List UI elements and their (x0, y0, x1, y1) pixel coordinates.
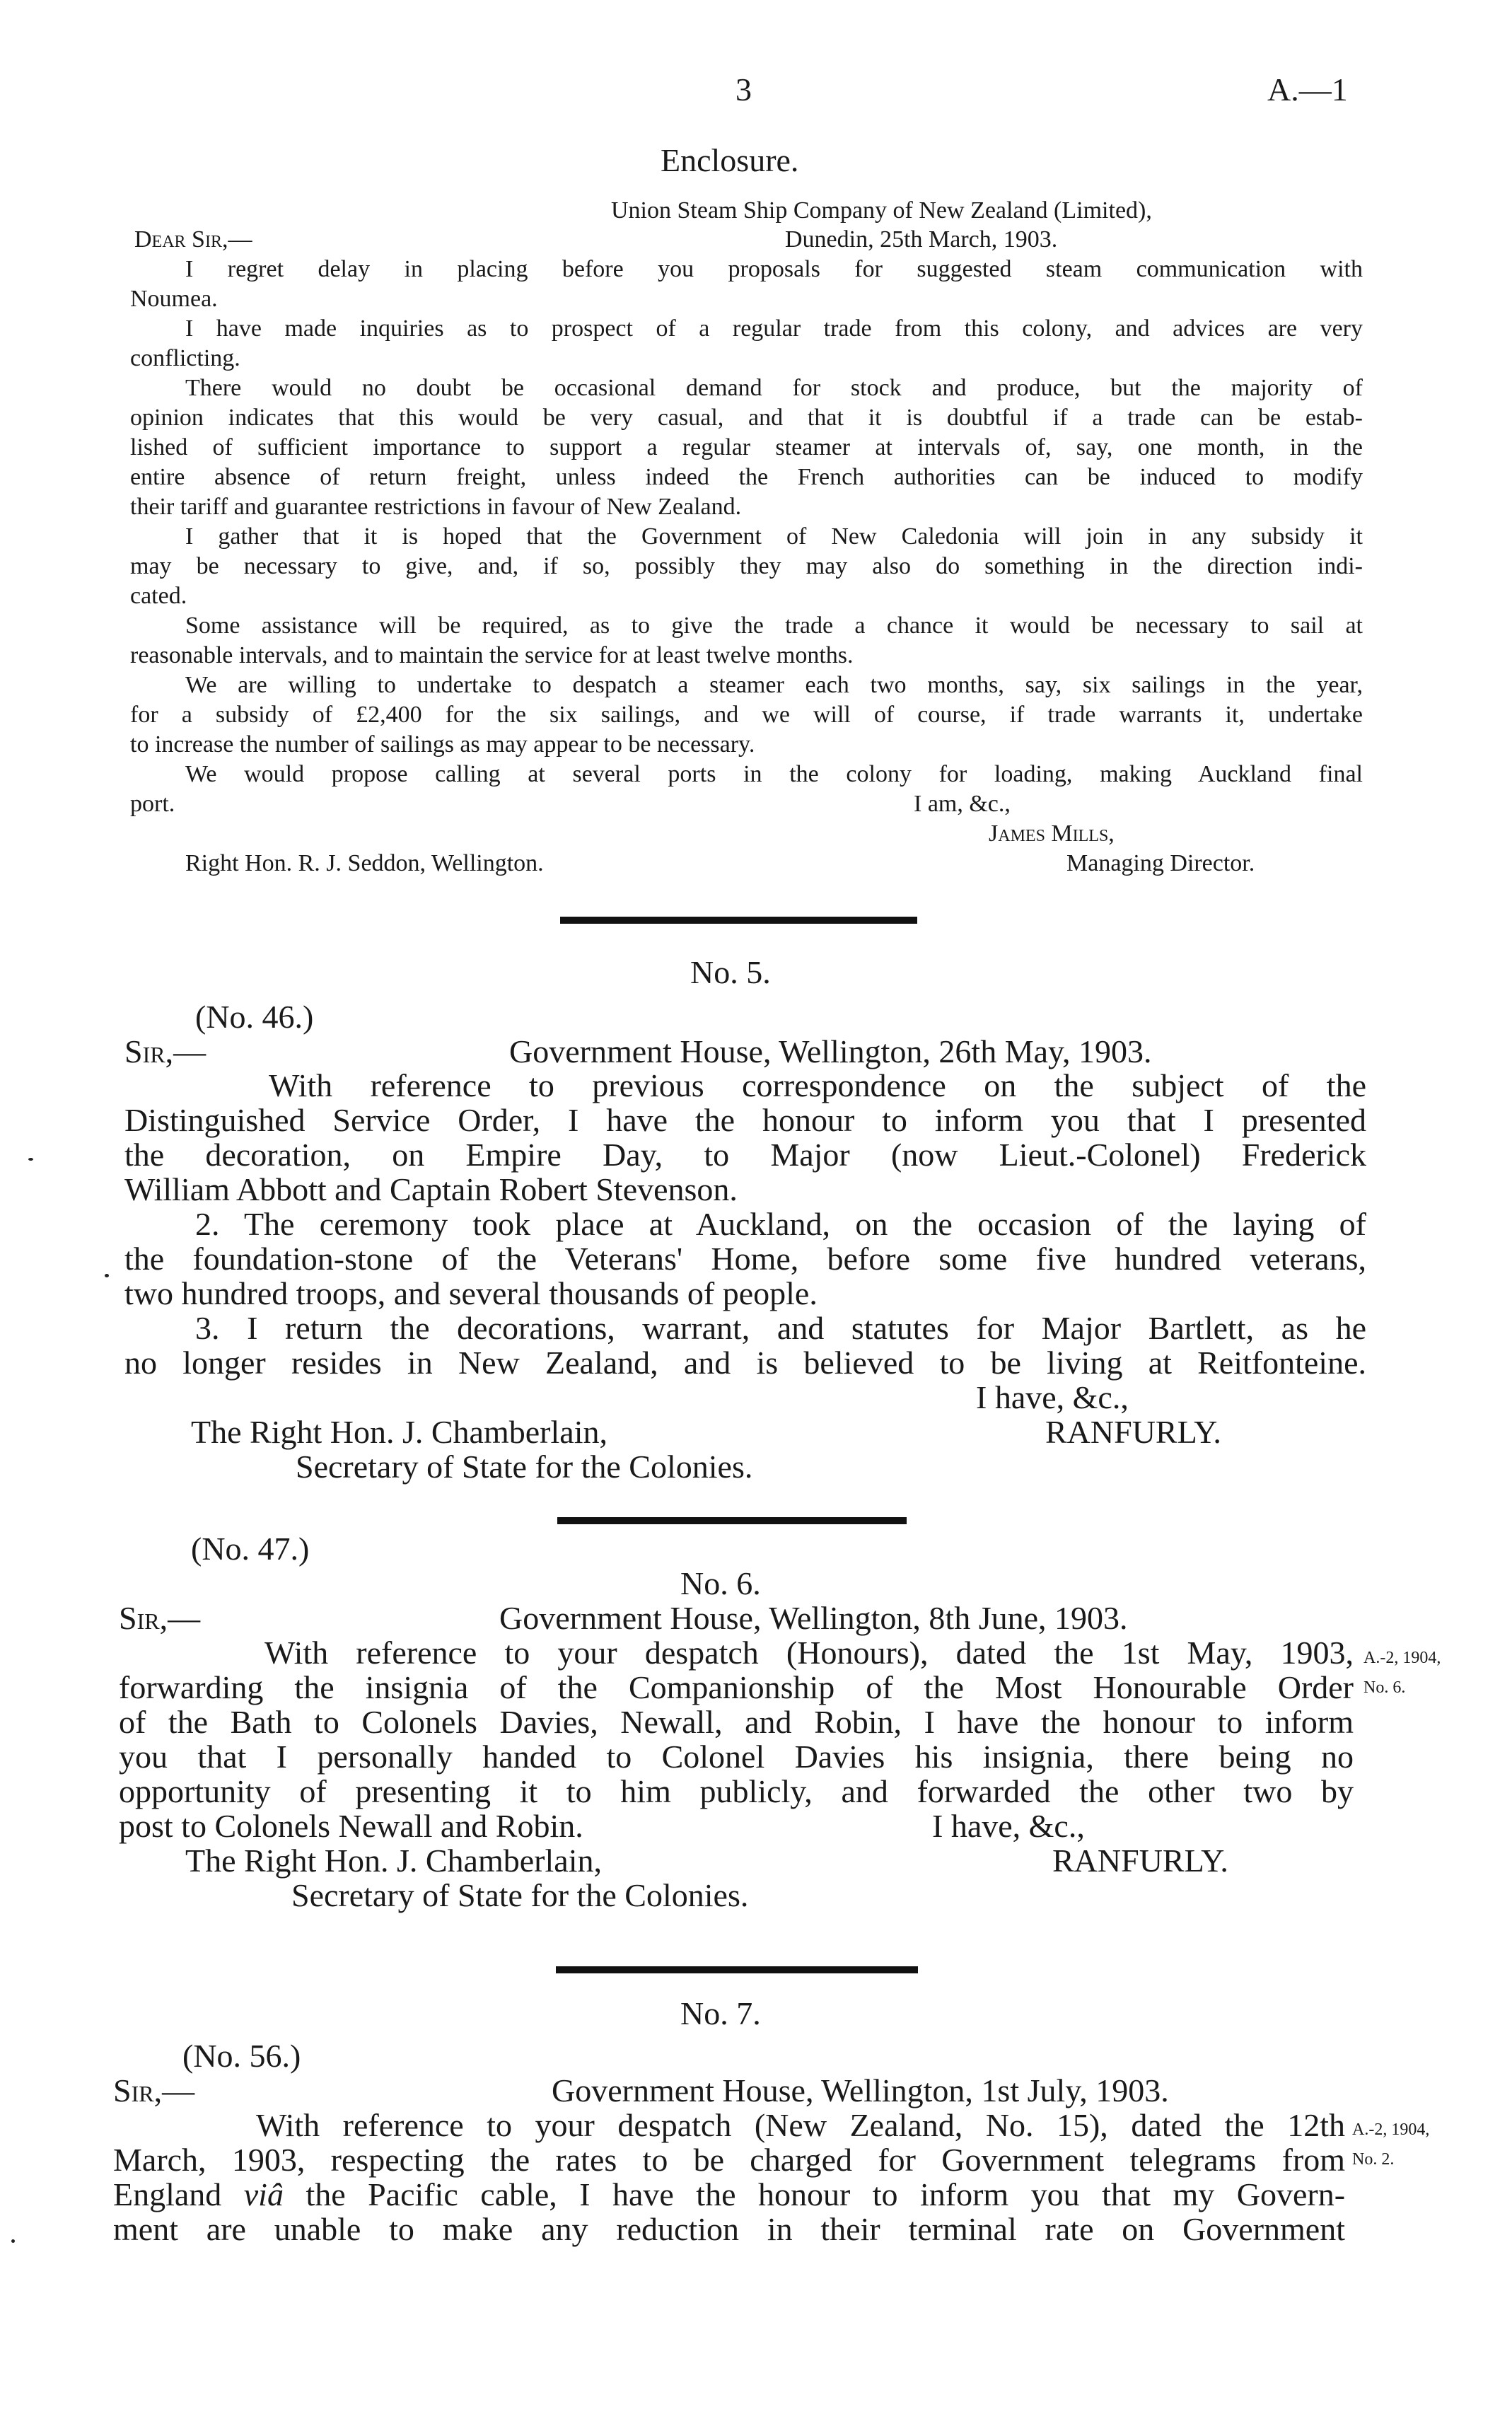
body-line: March, 1903, respecting the rates to be charged for Government telegrams from (113, 2142, 1345, 2178)
body-line: I regret delay in placing before you proposals for suggested steam communication with (185, 256, 1363, 282)
body-text: the Pacific cable, I have the honour to inform you that my Govern- (306, 2176, 1346, 2212)
no5-salutation: Sir,— (124, 1033, 207, 1069)
enclosure-address-line1: Union Steam Ship Company of New Zealand (Limited), (611, 197, 1152, 224)
no7-reference: (No. 56.) (182, 2038, 301, 2074)
body-line: forwarding the insignia of the Companionship of the Most Honourable Order (119, 1669, 1354, 1705)
enclosure-salutation: Dear Sir,— (134, 226, 252, 253)
no7-margin-note: A.-2, 1904, (1352, 2120, 1430, 2139)
no5-address: Government House, Wellington, 26th May, 1903. (509, 1033, 1152, 1069)
body-line: With reference to your despatch (Honours), dated the 1st May, 1903, (264, 1635, 1354, 1671)
body-line: their tariff and guarantee restrictions in favour of New Zealand. (130, 494, 742, 520)
body-line: reasonable intervals, and to maintain the service for at least twelve months. (130, 642, 854, 668)
body-line: I gather that it is hoped that the Government of New Caledonia will join in any subsidy it (185, 523, 1363, 550)
body-line: We would propose calling at several ports in the colony for loading, making Auckland final (185, 761, 1363, 787)
body-line: There would no doubt be occasional demand for stock and produce, but the majority of (185, 375, 1363, 401)
no6-margin-note: A.-2, 1904, (1363, 1649, 1441, 1667)
body-line: opportunity of presenting it to him publicly, and forwarded the other two by (119, 1773, 1354, 1809)
no7-heading: No. 7. (680, 1995, 761, 2031)
no5-addressee-title: Secretary of State for the Colonies. (296, 1449, 753, 1485)
no5-heading: No. 5. (690, 954, 771, 990)
body-line: conflicting. (130, 345, 240, 371)
enclosure-addressee: Right Hon. R. J. Seddon, Wellington. (185, 850, 544, 876)
no6-last-line: post to Colonels Newall and Robin. (119, 1808, 583, 1844)
no6-signer: RANFURLY. (1052, 1843, 1228, 1879)
enclosure-signer: James Mills, (989, 820, 1115, 847)
body-line: no longer resides in New Zealand, and is believed to be living at Reitfonteine. (124, 1345, 1366, 1381)
no6-heading: No. 6. (680, 1565, 761, 1601)
enclosure-address-line2: Dunedin, 25th March, 1903. (785, 226, 1058, 253)
body-line: Noumea. (130, 286, 218, 312)
body-line: I have made inquiries as to prospect of a regular trade from this colony, and advices are very (185, 315, 1363, 342)
body-line: 2. The ceremony took place at Auckland, on the occasion of the laying of (195, 1206, 1366, 1242)
no6-margin-note: No. 6. (1363, 1678, 1406, 1697)
enclosure-signer-title: Managing Director. (1066, 850, 1255, 876)
body-line: Some assistance will be required, as to give the trade a chance it would be necessary to sail at (185, 613, 1363, 639)
no6-reference: (No. 47.) (191, 1531, 310, 1567)
page-number: 3 (735, 71, 752, 108)
section-divider (557, 1517, 907, 1524)
body-line: the foundation-stone of the Veterans' Home, before some five hundred veterans, (124, 1241, 1366, 1277)
no6-addressee-title: Secretary of State for the Colonies. (291, 1877, 749, 1913)
body-line: We are willing to undertake to despatch a steamer each two months, say, six sailings in the year, (185, 672, 1363, 698)
body-line: With reference to your despatch (New Zealand, No. 15), dated the 12th (256, 2107, 1345, 2143)
body-text-italic: viâ (243, 2176, 284, 2212)
enclosure-last-line: port. (130, 791, 175, 817)
body-line: for a subsidy of £2,400 for the six sailings, and we will of course, if trade warrants it, undertake (130, 702, 1363, 728)
body-line: entire absence of return freight, unless indeed the French authorities can be induced to modify (130, 464, 1363, 490)
no5-addressee: The Right Hon. J. Chamberlain, (191, 1414, 607, 1450)
body-line: of the Bath to Colonels Davies, Newall, and Robin, I have the honour to inform (119, 1704, 1354, 1740)
body-line: 3. I return the decorations, warrant, and statutes for Major Bartlett, as he (195, 1310, 1366, 1346)
body-line: lished of sufficient importance to support a regular steamer at intervals of, say, one month, in the (130, 434, 1363, 460)
section-divider (556, 1966, 918, 1973)
no6-salutation: Sir,— (119, 1600, 201, 1636)
body-line: William Abbott and Captain Robert Stevenson. (124, 1171, 738, 1207)
body-line (113, 2177, 1345, 2212)
body-line: Distinguished Service Order, I have the honour to inform you that I presented (124, 1102, 1366, 1138)
body-line: you that I personally handed to Colonel Davies his insignia, there being no (119, 1739, 1354, 1775)
enclosure-title: Enclosure. (661, 142, 799, 178)
body-line: opinion indicates that this would be very casual, and that it is doubtful if a trade can be estab- (130, 405, 1363, 431)
body-line: cated. (130, 583, 187, 609)
no5-reference: (No. 46.) (195, 999, 314, 1035)
enclosure-closing: I am, &c., (914, 791, 1011, 817)
no7-address: Government House, Wellington, 1st July, 1903. (552, 2072, 1169, 2108)
body-line: two hundred troops, and several thousands of people. (124, 1275, 818, 1311)
scan-speck (11, 2239, 15, 2243)
no6-addressee: The Right Hon. J. Chamberlain, (185, 1843, 602, 1879)
body-line: the decoration, on Empire Day, to Major (now Lieut.-Colonel) Frederick (124, 1137, 1366, 1173)
body-line: With reference to previous correspondence on the subject of the (269, 1067, 1366, 1103)
scan-speck (105, 1274, 109, 1277)
no7-salutation: Sir,— (113, 2072, 195, 2108)
body-line: may be necessary to give, and, if so, possibly they may also do something in the direction indi- (130, 553, 1363, 579)
document-reference: A.—1 (1267, 71, 1348, 108)
no5-closing: I have, &c., (976, 1379, 1129, 1415)
no6-closing: I have, &c., (932, 1808, 1085, 1844)
no6-address: Government House, Wellington, 8th June, 1903. (499, 1600, 1128, 1636)
body-line: ment are unable to make any reduction in their terminal rate on Government (113, 2211, 1345, 2247)
body-text: England (113, 2176, 222, 2212)
section-divider (560, 917, 917, 924)
scan-speck (28, 1158, 33, 1161)
no7-margin-note: No. 2. (1352, 2150, 1395, 2169)
body-line: to increase the number of sailings as may appear to be necessary. (130, 731, 755, 758)
no5-signer: RANFURLY. (1045, 1414, 1221, 1450)
